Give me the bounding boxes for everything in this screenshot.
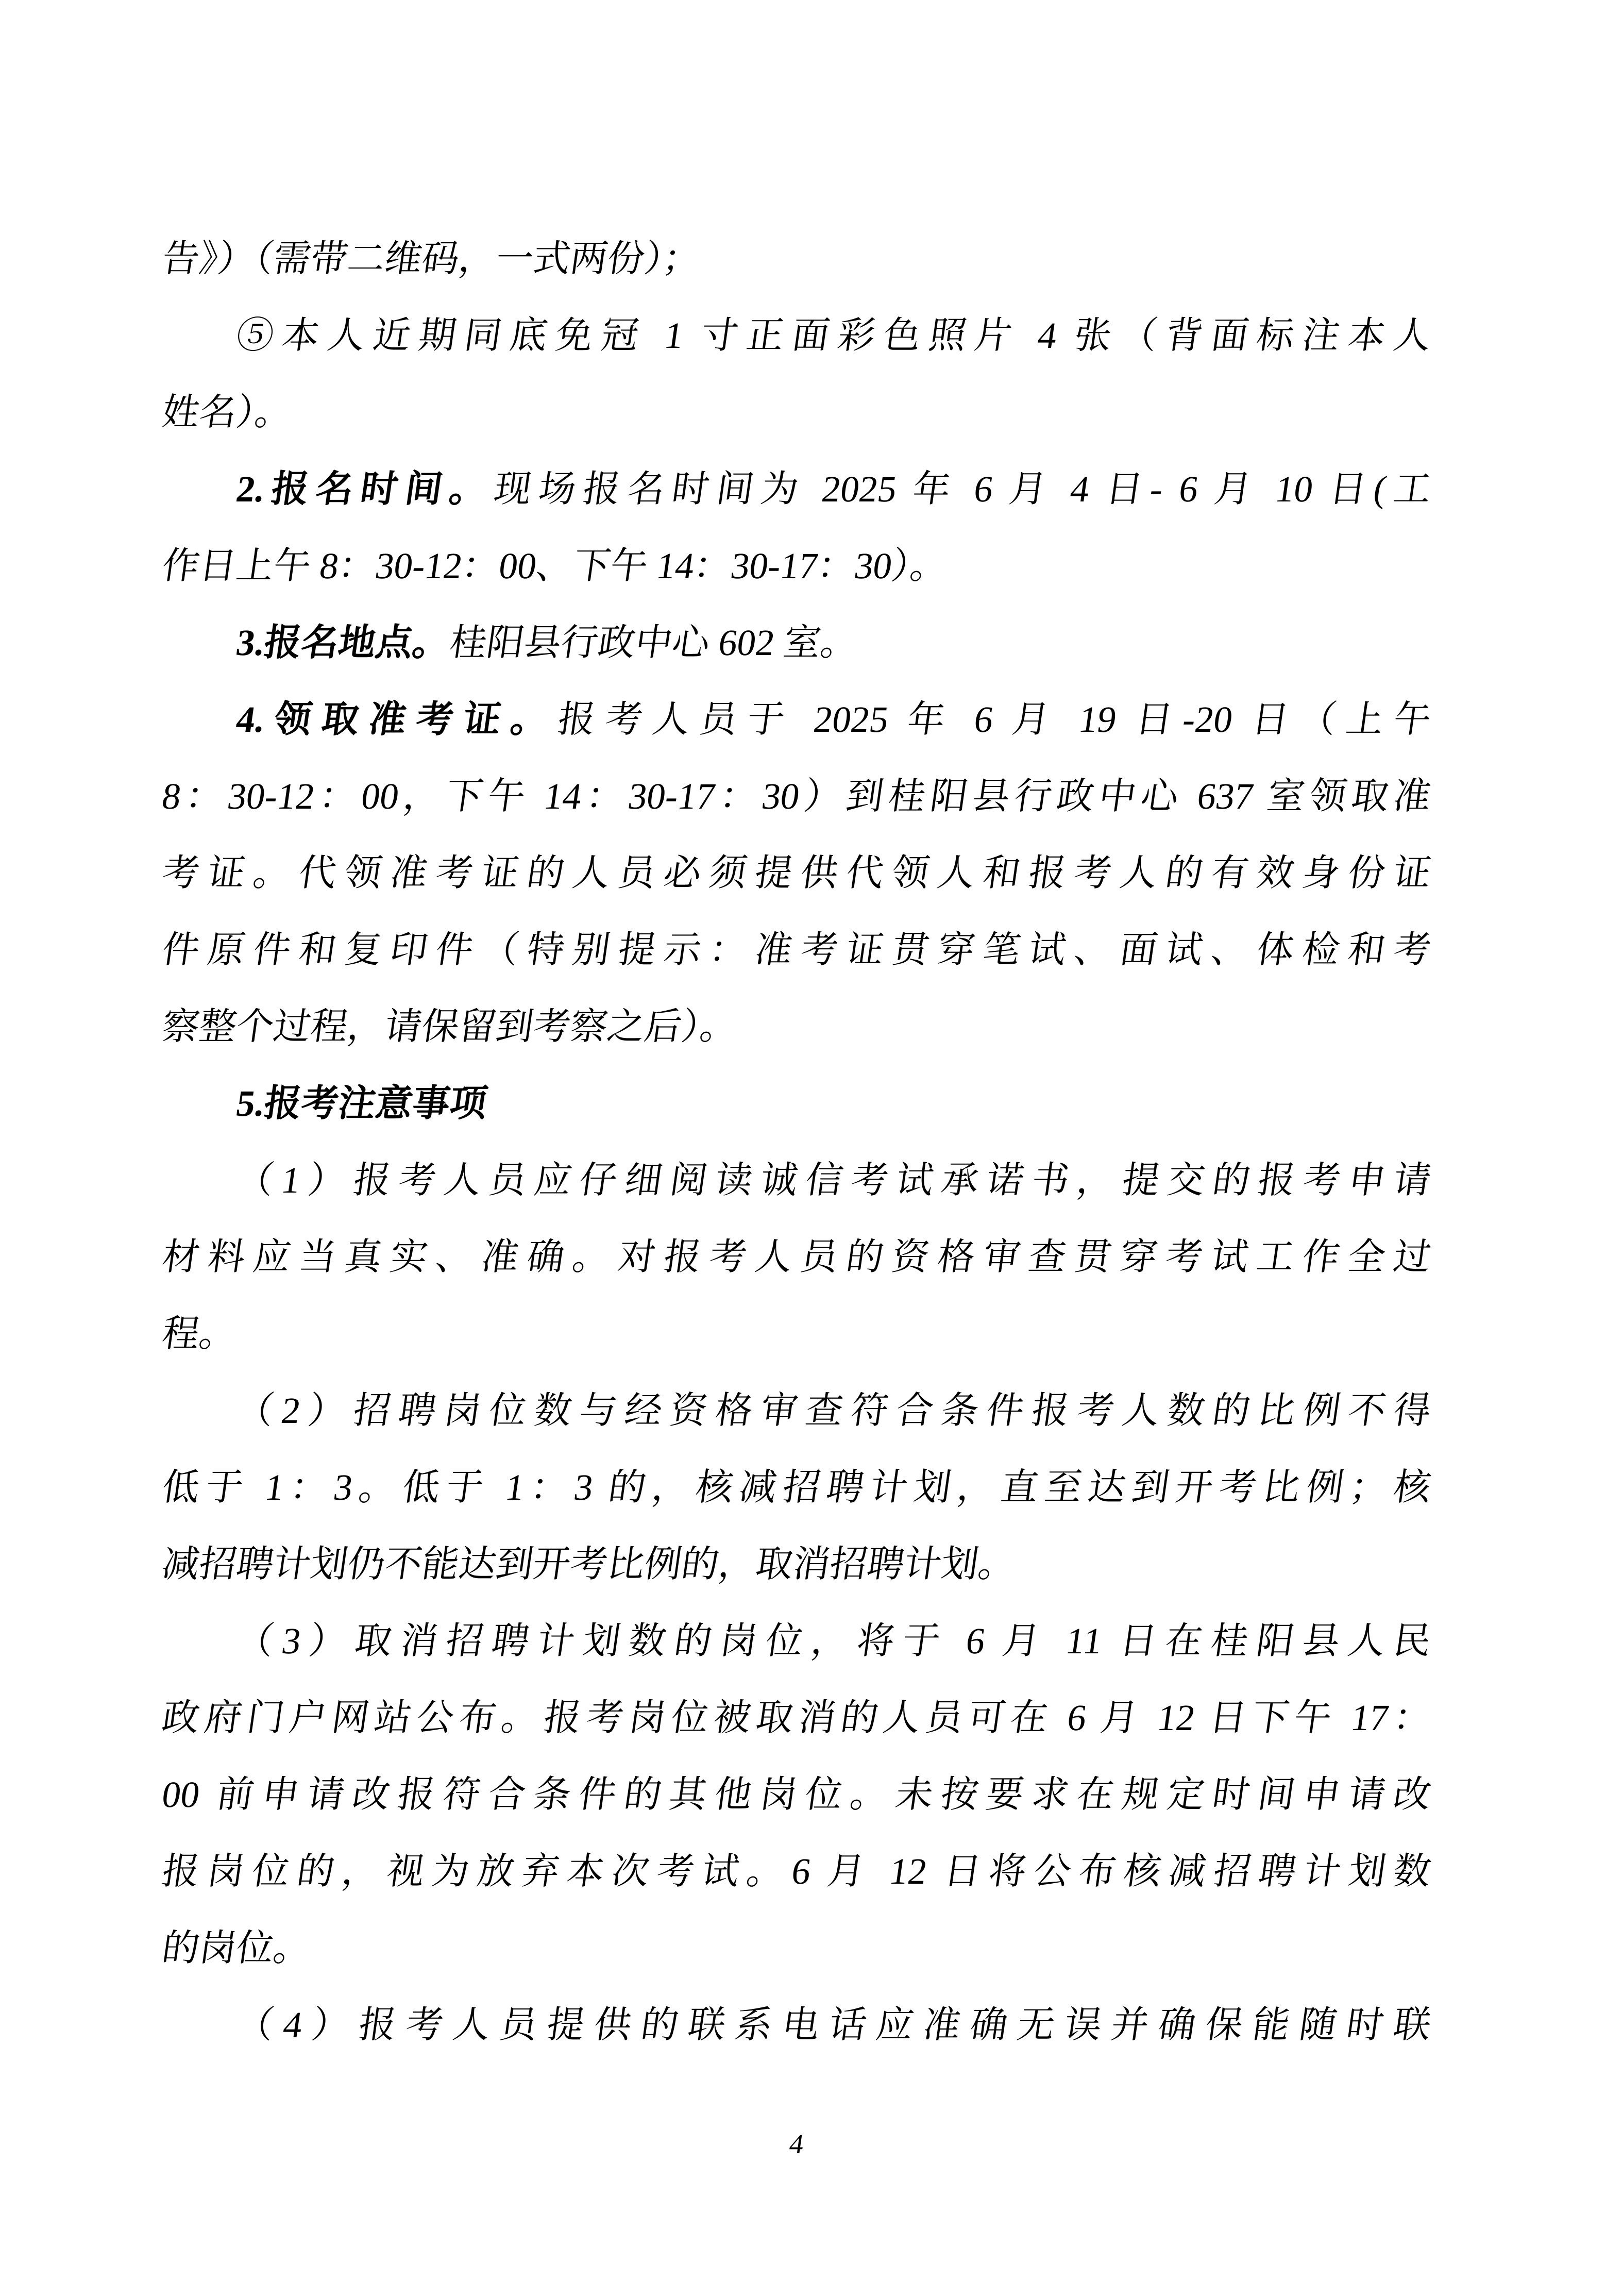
body-text: 作日上午 8：30-12：00、下午 14：30-17：30）。 — [159, 545, 951, 586]
body-text: 政府门户网站公布。报考岗位被取消的人员可在 6 月 12 日下午 17： — [159, 1697, 1434, 1738]
text-line — [157, 1756, 1436, 1833]
heading-text: 3.报名地点。 — [233, 622, 453, 663]
text-line — [157, 1449, 1436, 1526]
body-text: 姓名）。 — [159, 392, 295, 433]
text-line — [157, 1219, 1436, 1296]
text-line — [157, 1833, 1436, 1910]
text-line — [157, 528, 1436, 605]
text-line — [157, 835, 1436, 912]
text-line — [157, 297, 1436, 374]
heading-text: 2.报名时间。 — [233, 468, 497, 510]
heading-text: 5.报考注意事项 — [233, 1083, 490, 1124]
text-line — [157, 1142, 1436, 1219]
text-line — [157, 1065, 1436, 1142]
heading-text: 4.领取准考证。 — [233, 699, 562, 740]
body-text: 件原件和复印件（特别提示：准考证贯穿笔试、面试、体检和考 — [159, 929, 1434, 970]
text-line — [157, 1680, 1436, 1756]
body-text: 材料应当真实、准确。对报考人员的资格审查贯穿考试工作全过 — [159, 1236, 1434, 1278]
body-text: （4）报考人员提供的联系电话应准确无误并确保能随时联 — [233, 2004, 1434, 2046]
body-text: （1）报考人员应仔细阅读诚信考试承诺书，提交的报考申请 — [233, 1160, 1434, 1201]
text-line — [157, 605, 1436, 681]
body-text: 程。 — [159, 1313, 240, 1354]
text-line — [157, 451, 1436, 528]
text-line — [157, 221, 1436, 297]
text-line — [157, 758, 1436, 835]
text-line — [157, 1372, 1436, 1449]
text-line — [157, 912, 1436, 988]
text-line — [157, 1526, 1436, 1603]
text-line — [157, 1603, 1436, 1680]
text-line — [157, 374, 1436, 451]
document-body — [159, 221, 1434, 2064]
body-text: 报考人员于 2025 年 6 月 19 日-20 日（上午 — [555, 699, 1434, 740]
text-line — [157, 988, 1436, 1065]
text-line — [157, 1296, 1436, 1372]
body-text: 低于 1：3。低于 1：3 的，核减招聘计划，直至达到开考比例；核 — [159, 1467, 1434, 1508]
body-text: ⑤本人近期同底免冠 1 寸正面彩色照片 4 张（背面标注本人 — [233, 315, 1434, 356]
body-text: 减招聘计划仍不能达到开考比例的，取消招聘计划。 — [159, 1544, 1019, 1585]
body-text: 报岗位的，视为放弃本次考试。6 月 12 日将公布核减招聘计划数 — [159, 1851, 1434, 1892]
body-text: 的岗位。 — [159, 1928, 314, 1969]
text-line — [157, 681, 1436, 758]
text-line — [157, 1987, 1436, 2064]
body-text: 8：30-12：00，下午 14：30-17：30）到桂阳县行政中心 637 室领取准 — [159, 776, 1434, 817]
body-text: 告》）（需带二维码，一式两份）； — [159, 238, 703, 279]
text-line — [157, 1910, 1436, 1987]
body-text: 桂阳县行政中心 602 室。 — [447, 622, 861, 663]
body-text: （2）招聘岗位数与经资格审查符合条件报考人数的比例不得 — [233, 1390, 1434, 1431]
body-text: 考证。代领准考证的人员必须提供代领人和报考人的有效身份证 — [159, 852, 1434, 894]
body-text: （3）取消招聘计划数的岗位，将于 6 月 11 日在桂阳县人民 — [233, 1620, 1434, 1662]
page-number: 4 — [787, 2129, 806, 2159]
body-text: 现场报名时间为 2025 年 6 月 4 日- 6 月 10 日(工 — [491, 468, 1434, 510]
body-text: 察整个过程，请保留到考察之后）。 — [159, 1006, 740, 1047]
body-text: 00 前申请改报符合条件的其他岗位。未按要求在规定时间申请改 — [159, 1774, 1434, 1815]
